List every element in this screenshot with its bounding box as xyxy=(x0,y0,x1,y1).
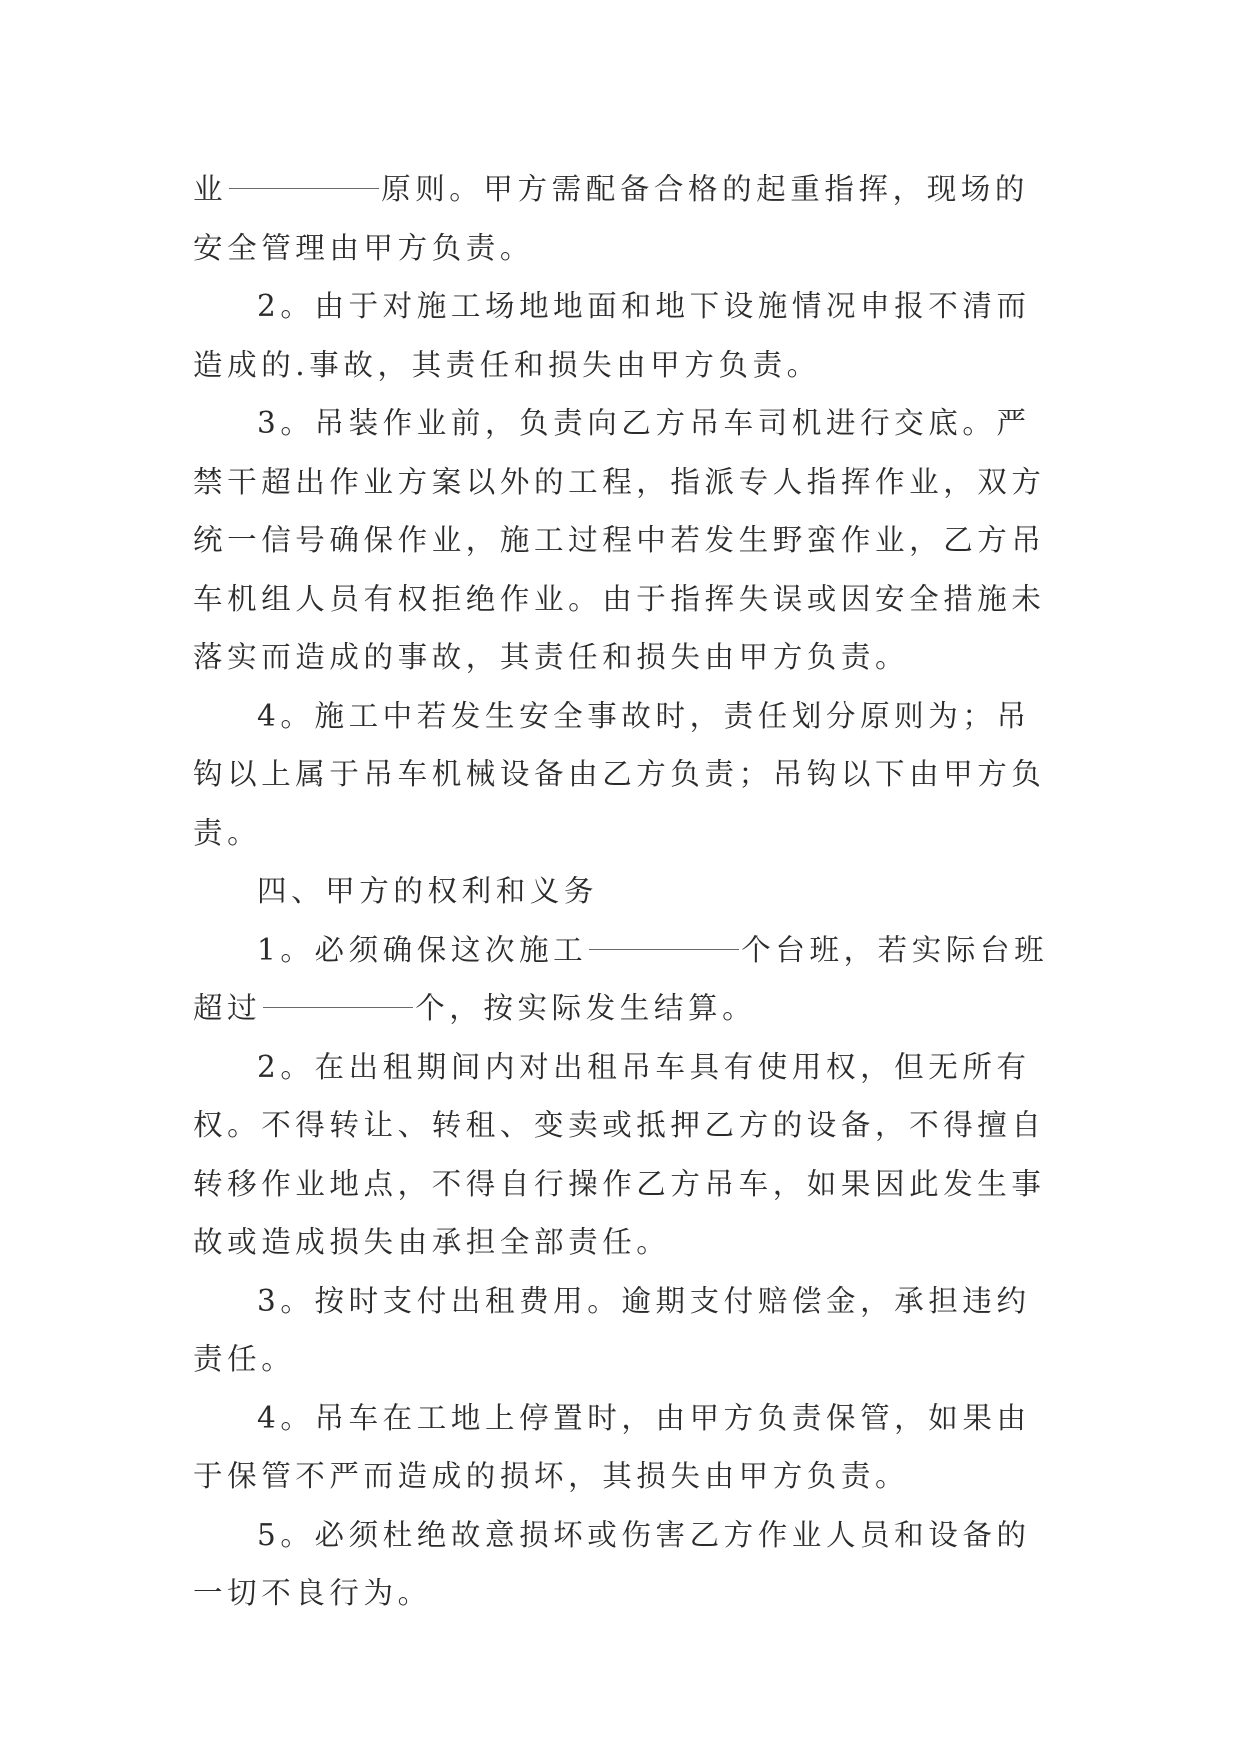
paragraph-safety-principle xyxy=(193,160,1063,277)
paragraph-text: 个台班，若实际台班超过 xyxy=(193,932,1049,1025)
document-body xyxy=(193,160,1063,1623)
paragraph-item-4-rights: 4。吊车在工地上停置时，由甲方负责保管，如果由于保管不严而造成的损坏，其损失由甲方负责。 xyxy=(193,1400,1031,1493)
paragraph-item-3: 3。吊装作业前，负责向乙方吊车司机进行交底。严禁干超出作业方案以外的工程，指派专人指挥作业，双方统一信号确保作业，施工过程中若发生野蛮作业，乙方吊车机组人员有权拒绝作业。由于指挥失误或因安全措施未落实而造成的事故，其责任和损失由甲方负责。 xyxy=(193,406,1046,674)
section-heading: 四、甲方的权利和义务 xyxy=(257,874,599,908)
fill-in-blank xyxy=(229,187,379,189)
paragraph-text: 1。必须确保这次施工 xyxy=(257,932,588,967)
fill-in-blank xyxy=(589,948,739,950)
paragraph-item-1 xyxy=(193,921,1063,1038)
paragraph-item-3-rights: 3。按时支付出租费用。逾期支付赔偿金，承担违约责任。 xyxy=(193,1283,1031,1376)
paragraph-item-5-rights: 5。必须杜绝故意损坏或伤害乙方作业人员和设备的一切不良行为。 xyxy=(193,1517,1031,1610)
paragraph-item-4: 4。施工中若发生安全事故时，责任划分原则为；吊钩以上属于吊车机械设备由乙方负责；吊钩以下由甲方负责。 xyxy=(193,698,1046,850)
paragraph-item-2-rights: 2。在出租期间内对出租吊车具有使用权，但无所有权。不得转让、转租、变卖或抵押乙方的设备，不得擅自转移作业地点，不得自行操作乙方吊车，如果因此发生事故或造成损失由承担全部责任。 xyxy=(193,1049,1046,1259)
paragraph-text: 业 xyxy=(193,172,228,206)
paragraph-item-2: 2。由于对施工场地地面和地下设施情况申报不清而造成的.事故，其责任和损失由甲方负责。 xyxy=(193,289,1031,382)
paragraph-text: 个，按实际发生结算。 xyxy=(415,991,757,1025)
paragraph-text: 原则。甲方需配备合格的起重指挥，现场的安全管理由甲方负责。 xyxy=(193,172,1030,265)
fill-in-blank xyxy=(263,1006,413,1008)
